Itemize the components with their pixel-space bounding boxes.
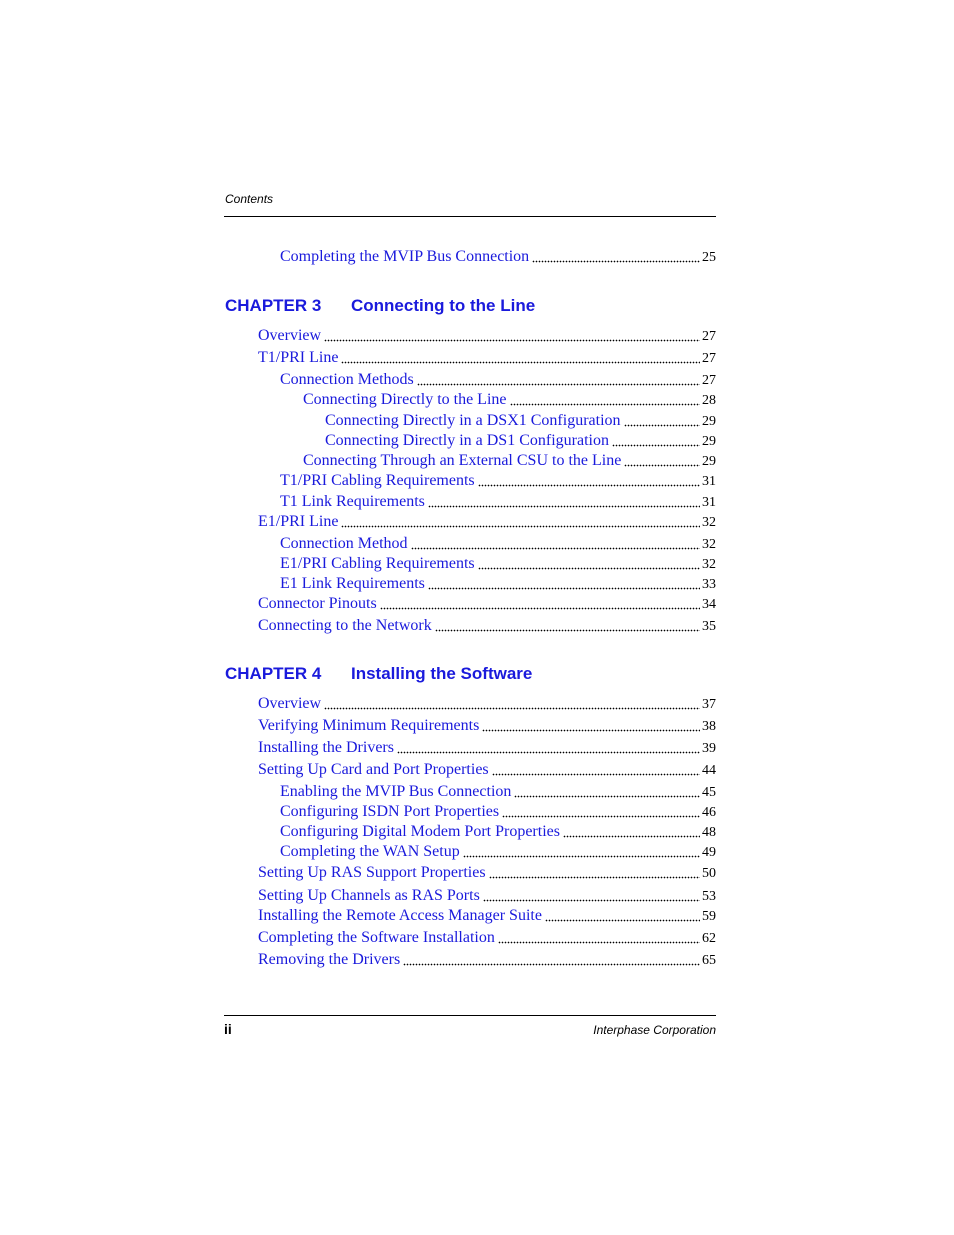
dot-leader (397, 738, 700, 754)
toc-entry-page: 31 (702, 495, 716, 510)
dot-leader (510, 390, 701, 406)
dot-leader (403, 950, 700, 966)
toc-entry-title[interactable]: E1 Link Requirements (280, 575, 425, 592)
chapter-label: CHAPTER 4 (225, 664, 322, 683)
toc-entry[interactable] (258, 906, 716, 926)
toc-entry-page: 28 (702, 393, 716, 408)
toc-entry-page: 25 (702, 250, 716, 265)
dot-leader (428, 574, 700, 590)
dot-leader (502, 802, 700, 818)
dot-leader (324, 326, 700, 342)
toc-entry-page: 27 (702, 351, 716, 366)
toc-entry-title[interactable]: Connecting Directly in a DSX1 Configuration (325, 412, 621, 429)
toc-entry[interactable] (258, 348, 716, 368)
toc-entry-title[interactable]: Connection Method (280, 535, 408, 552)
toc-entry-title[interactable]: E1/PRI Cabling Requirements (280, 555, 475, 572)
dot-leader (341, 512, 700, 528)
toc-entry-page: 39 (702, 741, 716, 756)
dot-leader (463, 842, 700, 858)
toc-entry[interactable] (325, 411, 716, 431)
toc-entry[interactable] (258, 616, 716, 636)
toc-entry-title[interactable]: Configuring Digital Modem Port Properties (280, 823, 560, 840)
toc-entry-title[interactable]: Connection Methods (280, 371, 414, 388)
toc-entry-page: 27 (702, 373, 716, 388)
dot-leader (489, 863, 700, 879)
toc-entry-page: 65 (702, 953, 716, 968)
toc-entry[interactable] (258, 326, 716, 346)
running-head: Contents (225, 192, 274, 206)
dot-leader (545, 906, 700, 922)
toc-entry[interactable] (325, 431, 716, 451)
dot-leader (498, 928, 700, 944)
toc-entry-title[interactable]: Enabling the MVIP Bus Connection (280, 783, 512, 800)
dot-leader (417, 370, 700, 386)
dot-leader (411, 534, 700, 550)
toc-entry-page: 46 (702, 805, 716, 820)
dot-leader (563, 822, 700, 838)
toc-entry-title[interactable]: Overview (258, 695, 322, 712)
dot-leader (624, 411, 700, 427)
toc-entry-title[interactable]: Setting Up Card and Port Properties (258, 761, 489, 778)
dot-leader (482, 716, 700, 732)
toc-entry-title[interactable]: T1/PRI Cabling Requirements (280, 472, 475, 489)
toc-entry-page: 34 (702, 597, 716, 612)
toc-entry-title[interactable]: Removing the Drivers (258, 951, 401, 968)
toc-entry[interactable] (258, 760, 716, 780)
dot-leader (478, 554, 700, 570)
dot-leader (532, 247, 700, 263)
toc-entry-page: 50 (702, 866, 716, 881)
toc-entry[interactable] (303, 451, 716, 471)
toc-entry-page: 45 (702, 785, 716, 800)
toc-entry-title[interactable]: E1/PRI Line (258, 513, 339, 530)
toc-entry-title[interactable]: Installing the Remote Access Manager Suite (258, 907, 542, 924)
dot-leader (492, 760, 700, 776)
toc-entry[interactable] (280, 802, 716, 822)
toc-entry-page: 29 (702, 414, 716, 429)
toc-entry[interactable] (280, 554, 716, 574)
toc-entry[interactable] (280, 782, 716, 802)
toc-entry-title[interactable]: Connecting Through an External CSU to the Line (303, 452, 622, 469)
toc-entry[interactable] (280, 492, 716, 512)
toc-entry-page: 59 (702, 909, 716, 924)
dot-leader (483, 886, 700, 902)
toc-entry-title[interactable]: T1/PRI Line (258, 349, 339, 366)
chapter-label: CHAPTER 3 (225, 296, 322, 315)
chapter-heading[interactable] (225, 664, 532, 684)
toc-entry-page: 62 (702, 931, 716, 946)
toc-entry-title[interactable]: Connector Pinouts (258, 595, 377, 612)
toc-entry-page: 48 (702, 825, 716, 840)
toc-entry[interactable] (280, 471, 716, 491)
toc-entry-page: 32 (702, 537, 716, 552)
toc-entry-page: 32 (702, 515, 716, 530)
toc-entry[interactable] (280, 534, 716, 554)
toc-entry-page: 27 (702, 329, 716, 344)
toc-entry-page: 32 (702, 557, 716, 572)
dot-leader (478, 471, 700, 487)
toc-entry[interactable] (258, 928, 716, 948)
dot-leader (435, 616, 700, 632)
toc-entry-page: 49 (702, 845, 716, 860)
toc-entry-page: 44 (702, 763, 716, 778)
toc-entry[interactable] (258, 886, 716, 906)
dot-leader (428, 492, 700, 508)
toc-entry-title[interactable]: Configuring ISDN Port Properties (280, 803, 500, 820)
toc-entry[interactable] (258, 594, 716, 614)
toc-entry-page: 53 (702, 889, 716, 904)
footer-rule (224, 1015, 716, 1016)
toc-entry-page: 38 (702, 719, 716, 734)
toc-entry[interactable] (258, 512, 716, 532)
toc-entry-title[interactable]: Connecting Directly to the Line (303, 391, 507, 408)
toc-entry-page: 29 (702, 454, 716, 469)
toc-entry-page: 31 (702, 474, 716, 489)
toc-entry[interactable] (258, 738, 716, 758)
toc-entry[interactable] (280, 247, 716, 267)
toc-entry-title[interactable]: Overview (258, 327, 322, 344)
toc-entry[interactable] (280, 822, 716, 842)
toc-entry-title[interactable]: Completing the WAN Setup (280, 843, 460, 860)
toc-entry[interactable] (258, 950, 716, 970)
toc-entry[interactable] (280, 574, 716, 594)
toc-entry[interactable] (303, 390, 716, 410)
dot-leader (341, 348, 700, 364)
toc-entry-title[interactable]: Connecting Directly in a DS1 Configuration (325, 432, 609, 449)
toc-entry-title[interactable]: Completing the MVIP Bus Connection (280, 248, 530, 265)
chapter-title[interactable]: Connecting to the Line (351, 296, 536, 315)
toc-entry-page: 35 (702, 619, 716, 634)
dot-leader (624, 451, 700, 467)
chapter-heading[interactable] (225, 296, 535, 316)
toc-entry-title[interactable]: Connecting to the Network (258, 617, 432, 634)
company-name: Interphase Corporation (593, 1023, 716, 1037)
page-number: ii (224, 1021, 232, 1037)
toc-entry-title[interactable]: Installing the Drivers (258, 739, 394, 756)
dot-leader (324, 694, 700, 710)
dot-leader (380, 594, 700, 610)
toc-entry-page: 29 (702, 434, 716, 449)
toc-entry-page: 37 (702, 697, 716, 712)
toc-entry-title[interactable]: Setting Up RAS Support Properties (258, 864, 486, 881)
toc-entry[interactable] (258, 863, 716, 883)
toc-entry-page: 33 (702, 577, 716, 592)
toc-entry[interactable] (258, 694, 716, 714)
toc-entry-title[interactable]: Setting Up Channels as RAS Ports (258, 887, 480, 904)
toc-entry[interactable] (280, 370, 716, 390)
toc-entry-title[interactable]: Completing the Software Installation (258, 929, 495, 946)
dot-leader (514, 782, 700, 798)
toc-entry[interactable] (280, 842, 716, 862)
header-rule (224, 216, 716, 217)
toc-entry-title[interactable]: Verifying Minimum Requirements (258, 717, 480, 734)
toc-entry-title[interactable]: T1 Link Requirements (280, 493, 425, 510)
toc-entry[interactable] (258, 716, 716, 736)
dot-leader (612, 431, 700, 447)
chapter-title[interactable]: Installing the Software (351, 664, 533, 683)
